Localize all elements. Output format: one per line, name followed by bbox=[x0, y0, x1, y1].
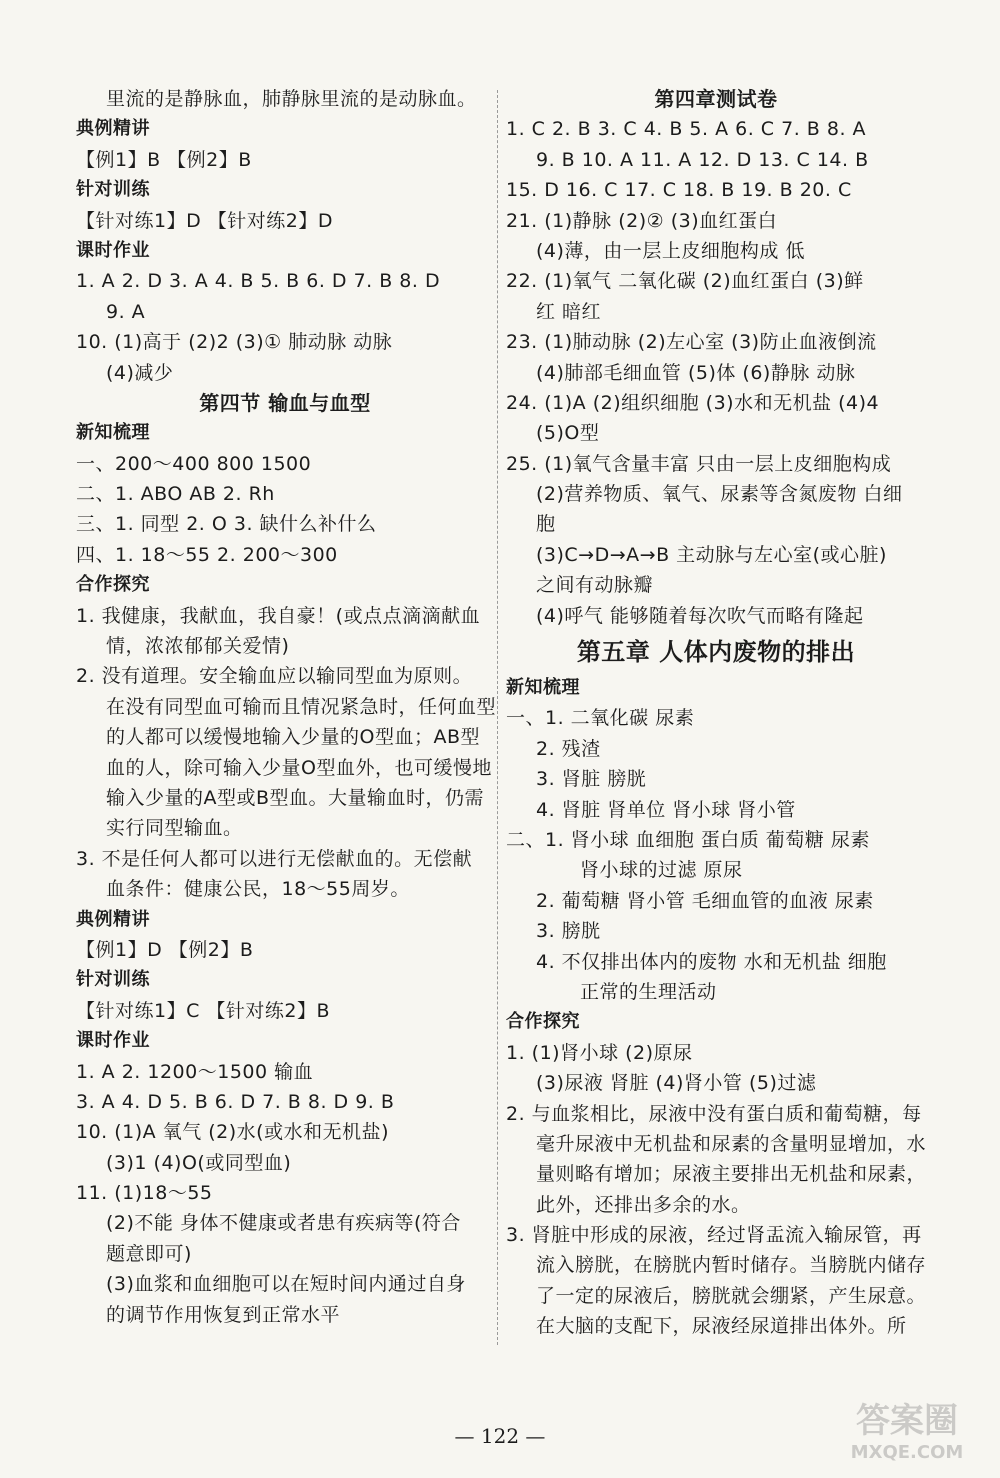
right-text-line: (4)肺部毛细血管 (5)体 (6)静脉 动脉 bbox=[536, 361, 856, 384]
column-divider bbox=[497, 90, 498, 1345]
right-column bbox=[506, 84, 926, 1342]
left-text-line: 1. A 2. 1200～1500 输血 bbox=[76, 1060, 314, 1083]
right-text-line: 1. (1)肾小球 (2)原尿 bbox=[506, 1041, 693, 1064]
right-text-line: 23. (1)肺动脉 (2)左心室 (3)防止血液倒流 bbox=[506, 331, 877, 354]
left-text-line: 的人都可以缓慢地输入少量的O型血；AB型 bbox=[106, 726, 480, 749]
right-text-line: 2. 与血浆相比，尿液中没有蛋白质和葡萄糖，每 bbox=[506, 1102, 922, 1125]
watermark-text-top: 答案圈 bbox=[856, 1401, 958, 1441]
left-text-line: 实行同型输血。 bbox=[106, 817, 243, 840]
left-text-line: 输入少量的A型或B型血。大量输血时，仍需 bbox=[106, 786, 485, 809]
left-text-line: 10. (1)A 氧气 (2)水(或水和无机盐) bbox=[76, 1121, 389, 1144]
right-text-line: 流入膀胱，在膀胱内暂时储存。当膀胱内储存 bbox=[536, 1254, 927, 1277]
page-number: — 122 — bbox=[454, 1424, 546, 1448]
subsection-heading: 针对训练 bbox=[76, 969, 150, 991]
right-text-line: 4. 肾脏 肾单位 肾小球 肾小管 bbox=[536, 798, 796, 821]
left-text-line: 二、1. ABO AB 2. Rh bbox=[76, 483, 275, 506]
right-text-line: 9. B 10. A 11. A 12. D 13. C 14. B bbox=[536, 148, 869, 171]
left-text-line: 10. (1)高于 (2)2 (3)① 肺动脉 动脉 bbox=[76, 331, 393, 354]
left-text-line: 【例1】D 【例2】B bbox=[76, 938, 254, 961]
subsection-heading: 合作探究 bbox=[506, 1011, 580, 1033]
left-text-line: 9. A bbox=[106, 300, 146, 323]
subsection-heading: 新知梳理 bbox=[506, 677, 580, 699]
left-text-line: 【针对练1】C 【针对练2】B bbox=[76, 999, 331, 1022]
right-text-line: 肾小球的过滤 原尿 bbox=[580, 859, 743, 882]
right-text-line: 此外，还排出多余的水。 bbox=[536, 1193, 751, 1216]
right-text-line: 22. (1)氧气 二氧化碳 (2)血红蛋白 (3)鲜 bbox=[506, 270, 864, 293]
right-text-line: 3. 肾脏 膀胱 bbox=[536, 768, 647, 791]
right-text-line: (4)呼气 能够随着每次吹气而略有隆起 bbox=[536, 604, 864, 627]
right-text-line: 毫升尿液中无机盐和尿素的含量明显增加，水 bbox=[536, 1132, 927, 1155]
subsection-heading: 新知梳理 bbox=[76, 422, 150, 444]
left-text-line: 1. A 2. D 3. A 4. B 5. B 6. D 7. B 8. D bbox=[76, 270, 441, 293]
left-text-line: 情，浓浓郁郁关爱情) bbox=[106, 635, 290, 658]
left-text-line: (4)减少 bbox=[106, 361, 174, 384]
subsection-heading: 课时作业 bbox=[76, 1030, 150, 1052]
right-text-line: 25. (1)氧气含量丰富 只由一层上皮细胞构成 bbox=[506, 452, 892, 475]
left-text-line: 2. 没有道理。安全输血应以输同型血为原则。 bbox=[76, 665, 473, 688]
right-text-line: (5)O型 bbox=[536, 422, 600, 445]
subsection-heading: 合作探究 bbox=[76, 574, 150, 596]
right-text-line: 之间有动脉瓣 bbox=[536, 574, 654, 597]
left-text-line: 血的人，除可输入少量O型血外，也可缓慢地 bbox=[106, 756, 492, 779]
watermark-logo bbox=[832, 1394, 982, 1464]
right-text-line: 15. D 16. C 17. C 18. B 19. B 20. C bbox=[506, 179, 852, 202]
left-text-line: 11. (1)18～55 bbox=[76, 1182, 213, 1205]
right-text-line: 2. 残渣 bbox=[536, 737, 601, 760]
right-text-line: 量则略有增加；尿液主要排出无机盐和尿素， bbox=[536, 1163, 927, 1186]
right-text-line: (3)尿液 肾脏 (4)肾小管 (5)过滤 bbox=[536, 1072, 817, 1095]
left-text-line: 三、1. 同型 2. O 3. 缺什么补什么 bbox=[76, 513, 377, 536]
left-text-line: 血条件：健康公民，18～55周岁。 bbox=[106, 878, 410, 901]
subsection-heading: 课时作业 bbox=[76, 239, 150, 261]
right-text-line: 4. 不仅排出体内的废物 水和无机盐 细胞 bbox=[536, 950, 887, 973]
left-text-line: (2)不能 身体不健康或者患有疾病等(符合 bbox=[106, 1212, 461, 1235]
right-text-line: 3. 肾脏中形成的尿液，经过肾盂流入输尿管，再 bbox=[506, 1224, 922, 1247]
right-text-line: 胞 bbox=[536, 513, 556, 536]
left-text-line: (3)1 (4)O(或同型血) bbox=[106, 1151, 292, 1174]
section-title: 第四节 输血与血型 bbox=[199, 390, 371, 415]
right-text-line: 一、1. 二氧化碳 尿素 bbox=[506, 707, 695, 730]
right-text-line: 24. (1)A (2)组织细胞 (3)水和无机盐 (4)4 bbox=[506, 391, 880, 414]
chapter-title: 第五章 人体内废物的排出 bbox=[576, 638, 856, 667]
subsection-heading: 针对训练 bbox=[76, 179, 150, 201]
left-text-line: 一、200～400 800 1500 bbox=[76, 452, 312, 475]
right-text-line: (2)营养物质、氧气、尿素等含氮废物 白细 bbox=[536, 483, 903, 506]
right-text-line: 了一定的尿液后，膀胱就会绷紧，产生尿意。 bbox=[536, 1284, 927, 1307]
right-text-line: 二、1. 肾小球 血细胞 蛋白质 葡萄糖 尿素 bbox=[506, 828, 870, 851]
left-column bbox=[76, 84, 497, 1330]
subsection-heading: 典例精讲 bbox=[76, 908, 150, 930]
left-text-line: 的调节作用恢复到正常水平 bbox=[106, 1303, 341, 1326]
right-text-line: 21. (1)静脉 (2)② (3)血红蛋白 bbox=[506, 209, 778, 232]
watermark-text-bottom: MXQE.COM bbox=[850, 1442, 964, 1463]
right-text-line: 1. C 2. B 3. C 4. B 5. A 6. C 7. B 8. A bbox=[506, 118, 867, 141]
right-text-line: 3. 膀胱 bbox=[536, 920, 601, 943]
right-text-line: (3)C→D→A→B 主动脉与左心室(或心脏) bbox=[536, 543, 887, 566]
left-text-line: 3. A 4. D 5. B 6. D 7. B 8. D 9. B bbox=[76, 1090, 395, 1113]
left-text-line: 题意即可) bbox=[106, 1242, 192, 1265]
right-text-line: 红 暗红 bbox=[536, 300, 602, 323]
left-text-line: 【针对练1】D 【针对练2】D bbox=[76, 209, 333, 232]
left-text-line: (3)血浆和血细胞可以在短时间内通过自身 bbox=[106, 1273, 466, 1296]
left-text-line: 1. 我健康，我献血，我自豪！(或点点滴滴献血 bbox=[76, 604, 481, 627]
right-text-line: (4)薄，由一层上皮细胞构成 低 bbox=[536, 239, 805, 262]
right-text-line: 正常的生理活动 bbox=[580, 980, 717, 1003]
right-text-line: 2. 葡萄糖 肾小管 毛细血管的血液 尿素 bbox=[536, 889, 874, 912]
subsection-heading: 典例精讲 bbox=[76, 118, 150, 140]
left-text-line: 里流的是静脉血，肺静脉里流的是动脉血。 bbox=[106, 88, 477, 110]
left-text-line: 3. 不是任何人都可以进行无偿献血的。无偿献 bbox=[76, 847, 473, 870]
left-text-line: 【例1】B 【例2】B bbox=[76, 148, 252, 171]
section-title: 第四章测试卷 bbox=[654, 87, 778, 111]
left-text-line: 四、1. 18～55 2. 200～300 bbox=[76, 543, 338, 566]
right-text-line: 在大脑的支配下，尿液经尿道排出体外。所 bbox=[536, 1315, 907, 1338]
left-text-line: 在没有同型血可输而且情况紧急时，任何血型 bbox=[106, 695, 497, 718]
